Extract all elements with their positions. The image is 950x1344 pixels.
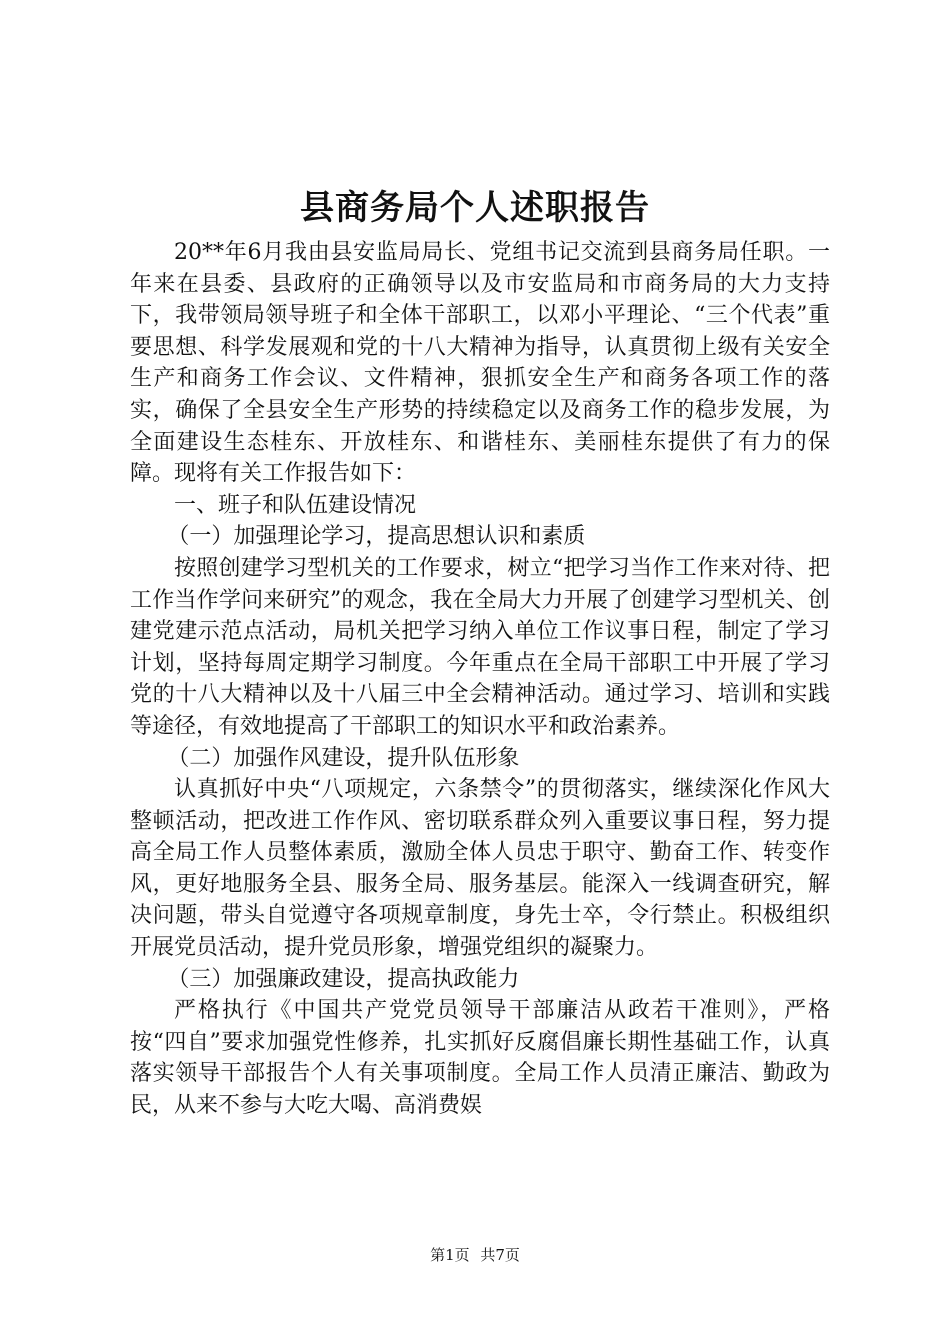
page-number-total: 共7页 <box>480 1246 520 1264</box>
page-footer <box>0 1245 950 1265</box>
document-title: 县商务局个人述职报告 <box>300 188 650 228</box>
paragraph-intro: 20**年6月我由县安监局局长、党组书记交流到县商务局任职。一年来在县委、县政府的正确领导以及市安监局和市商务局的大力支持下，我带领局领导班子和全体干部职工，以邓小平理论、“三个代表”重要思想、科学发展观和党的十八大精神为指导，认真贯彻上级有关安全生产和商务工作会议、文件精神，狠抓安全生产和商务各项工作的落实，确保了全县安全生产形势的持续稳定以及商务工作的稳步发展，为全面建设生态桂东、开放桂东、和谐桂东、美丽桂东提供了有力的保障。现将有关工作报告如下： <box>130 240 830 487</box>
section-heading-1: 一、班子和队伍建设情况 <box>174 492 417 518</box>
paragraph-integrity: 严格执行《中国共产党党员领导干部廉洁从政若干准则》，严格按“四自”要求加强党性修养，扎实抓好反腐倡廉长期性基础工作，认真落实领导干部报告个人有关事项制度。全局工作人员清正廉洁、勤政为民，从来不参与大吃大喝、高消费娱 <box>130 998 830 1119</box>
paragraph-theory-study: 按照创建学习型机关的工作要求，树立“把学习当作工作来对待、把工作当作学问来研究”的观念，我在全局大力开展了创建学习型机关、创建党建示范点活动，局机关把学习纳入单位工作议事日程，制定了学习计划，坚持每周定期学习制度。今年重点在全局干部职工中开展了学习党的十八大精神以及十八届三中全会精神活动。通过学习、培训和实践等途径，有效地提高了干部职工的知识水平和政治素养。 <box>130 555 830 739</box>
subsection-heading-2: （二）加强作风建设，提升队伍形象 <box>167 745 520 771</box>
document-body <box>130 237 830 1122</box>
page-number-current: 第1页 <box>430 1246 470 1264</box>
subsection-heading-3: （三）加强廉政建设，提高执政能力 <box>167 966 520 992</box>
paragraph-work-style: 认真抓好中央“八项规定，六条禁令”的贯彻落实，继续深化作风大整顿活动，把改进工作作风、密切联系群众列入重要议事日程，努力提高全局工作人员整体素质，激励全体人员忠于职守、勤奋工作、转变作风，更好地服务全县、服务全局、服务基层。能深入一线调查研究，解决问题，带头自觉遵守各项规章制度，身先士卒，令行禁止。积极组织开展党员活动，提升党员形象，增强党组织的凝聚力。 <box>130 777 830 961</box>
subsection-heading-1: （一）加强理论学习，提高思想认识和素质 <box>167 524 586 550</box>
